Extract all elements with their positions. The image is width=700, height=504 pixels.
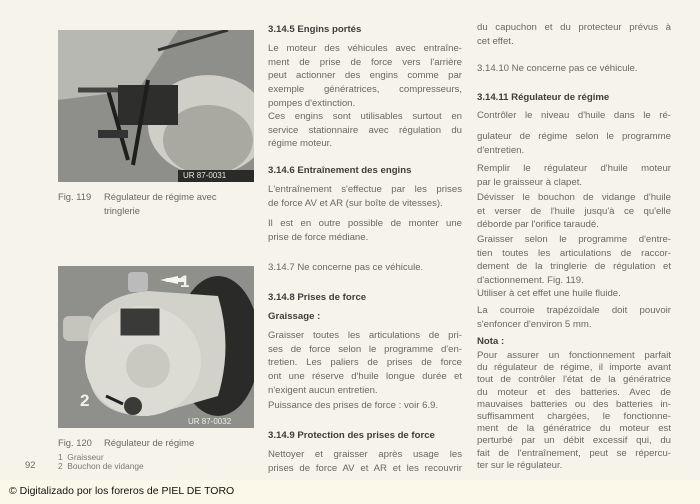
text-line: mauvaises batteries ou des batteries in-: [477, 398, 671, 410]
text-line: fait de l'entraînement, peut se répercu-: [477, 447, 671, 459]
text-line: et verser de l'huile jusqu'à ce qu'elle: [477, 205, 671, 217]
text-line: du moteur et des batteries. Avec de: [477, 386, 671, 398]
text-line: L'entraînement s'effectue par les prises: [268, 184, 462, 195]
fig120-photo: [58, 266, 254, 428]
paragraph: [477, 287, 671, 301]
fig120-photo-code: UR 87-0032: [188, 417, 232, 426]
fig120-caption: Régulateur de régime: [104, 437, 195, 448]
footer-bar: [0, 480, 700, 504]
section-heading: 3.14.5 Engins portés: [268, 24, 362, 35]
fig119-photo-code: UR 87-0031: [183, 171, 227, 180]
text-line: Remplir le régulateur d'huile moteur: [477, 163, 671, 174]
text-line: Graisser toutes les articulations de pri-: [268, 330, 462, 341]
text-line: suffisamment chargées, le fonctionne-: [477, 410, 671, 422]
text-line: prises de force AV et AR et les recouvrir: [268, 462, 462, 474]
fig119-caption-line1: Régulateur de régime avec: [104, 191, 217, 202]
governor-illustration: [58, 266, 254, 428]
text-line: exemple génératrices, compresseurs,: [268, 84, 462, 96]
paragraph: [477, 233, 671, 288]
text-line: peut actionner des engins comme par: [268, 70, 462, 82]
fig119-photo: [58, 30, 254, 182]
text-line: d'actionnement. Fig. 119.: [477, 275, 584, 287]
text-line: ter sur le régulateur.: [477, 459, 563, 471]
text-line: ses de force selon le programme d'en-: [268, 343, 462, 355]
text-line: déborde par l'orifice taraudé.: [477, 219, 599, 231]
text-line: Le moteur des véhicules avec entraîne-: [268, 43, 462, 54]
section-heading: 3.14.11 Régulateur de régime: [477, 92, 610, 103]
fig120-label-1: 1: [180, 272, 190, 291]
text-line: régime moteur.: [268, 138, 332, 150]
text-line: 3.14.7 Ne concerne pas ce véhicule.: [268, 262, 424, 273]
text-line: 3.14.10 Ne concerne pas ce véhicule.: [477, 63, 638, 74]
paragraph: [268, 217, 462, 244]
text-line: perturbé par un débit excessif qui, du: [477, 435, 671, 447]
text-line: Graisser selon le programme d'entre-: [477, 234, 671, 245]
paragraph: [477, 130, 671, 157]
text-line: ont une réserve d'huile longue durée et: [268, 371, 462, 383]
section-heading: 3.14.6 Entraînement des engins: [268, 165, 412, 176]
text-line: prise de force médiane.: [268, 231, 369, 243]
fig120-label-2: 2: [80, 391, 90, 410]
text-line: Dévisser le bouchon de vidange d'huile: [477, 192, 671, 203]
fig119-caption-line2: tringlerie: [104, 205, 140, 216]
text-line: d'entretien.: [477, 144, 525, 156]
section-heading: Nota :: [477, 336, 505, 347]
paragraph: [268, 183, 462, 210]
paragraph: [477, 62, 671, 76]
paragraph: [477, 304, 671, 331]
paragraph: [477, 21, 671, 48]
footer-credit: © Digitalizado por los foreros de PIEL DE TORO: [9, 485, 235, 497]
page-number: 92: [25, 459, 36, 470]
fig119-caption-number: Fig. 119: [58, 191, 92, 202]
governor-linkage-illustration: [58, 30, 254, 182]
section-heading: Graissage :: [268, 311, 321, 322]
text-line: Pour assurer un fonctionnement parfait: [477, 350, 671, 361]
paragraph: [268, 329, 462, 397]
paragraph: [477, 162, 671, 189]
paragraph: [477, 191, 671, 232]
text-line: pompes d'extinction.: [268, 97, 356, 109]
section-heading: 3.14.8 Prises de force: [268, 292, 367, 303]
text-line: du régulateur de régime, il importe avant: [477, 362, 671, 374]
paragraph: [268, 110, 462, 151]
text-line: par le graisseur à clapet.: [477, 176, 583, 188]
text-line: Il est en outre possible de monter une: [268, 218, 462, 229]
text-line: n'exigent aucun entretien.: [268, 384, 378, 396]
text-line: dement de la tringlerie de régulation et: [477, 261, 671, 273]
fig120-caption-number: Fig. 120: [58, 437, 92, 448]
text-line: service stationnaire avec régulation du: [268, 124, 462, 136]
fig120-legend-2: 2 Bouchon de vidange: [58, 461, 144, 471]
paragraph: [268, 42, 462, 110]
text-line: de force AV et AR (sur boîte de vitesses).: [268, 197, 443, 209]
text-line: La courroie trapézoïdale doit pouvoir: [477, 305, 671, 316]
section-heading: 3.14.9 Protection des prises de force: [268, 430, 435, 441]
text-line: Utiliser à cet effet une huile fluide.: [477, 288, 621, 299]
text-line: Ces engins sont utilisables surtout en: [268, 111, 462, 122]
text-line: Nettoyer et graisser après usage les: [268, 449, 462, 460]
text-line: tretien. Les paliers de prises de force: [268, 357, 462, 369]
text-line: tout de contrôler l'état de la génératrice: [477, 374, 671, 386]
paragraph: [268, 399, 462, 413]
paragraph: [477, 109, 671, 123]
text-line: tien toutes les articulations de raccor-: [477, 247, 671, 259]
text-line: du capuchon et du protecteur prévus à: [477, 22, 671, 33]
paragraph: [268, 448, 462, 475]
text-line: Contrôler le niveau d'huile dans le ré-: [477, 110, 671, 121]
text-line: Puissance des prises de force : voir 6.9.: [268, 400, 439, 411]
fig120-legend-1: 1 Graisseur: [58, 452, 104, 462]
text-line: ment de prise de force vers l'arrière: [268, 56, 462, 68]
text-line: s'enfoncer d'environ 5 mm.: [477, 318, 592, 330]
text-line: ment de la génératrice du moteur est: [477, 423, 671, 435]
text-line: cet effet.: [477, 35, 514, 47]
text-line: gulateur de régime selon le programme: [477, 131, 671, 142]
paragraph: [477, 350, 671, 472]
paragraph: [268, 261, 462, 275]
